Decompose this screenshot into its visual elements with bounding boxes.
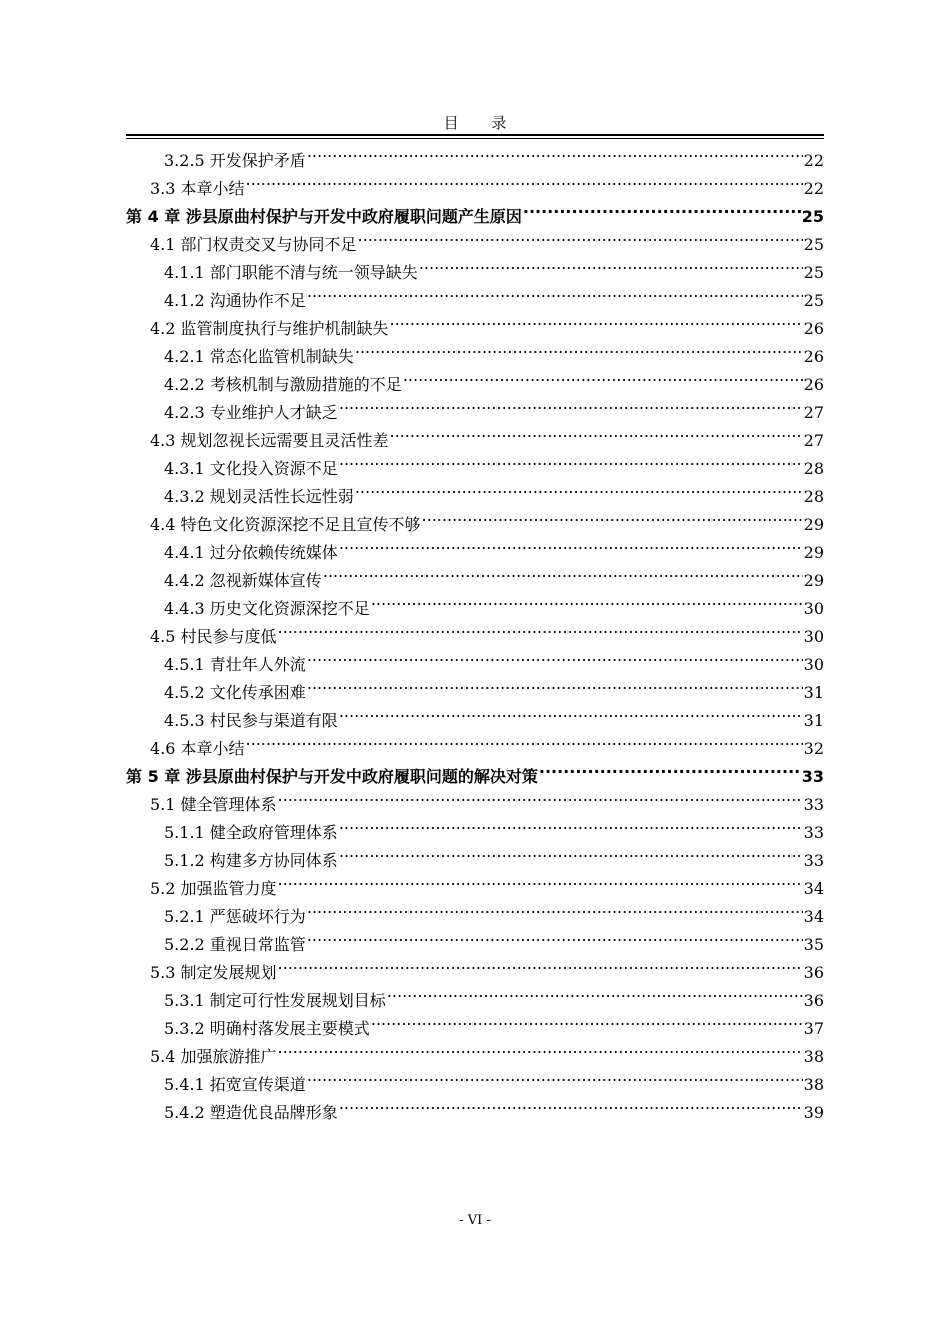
toc-entry-title: 5.1.1 健全政府管理体系 <box>164 823 338 842</box>
toc-entry-title: 5.4.2 塑造优良品牌形象 <box>164 1103 338 1122</box>
toc-dot-leader <box>358 222 803 250</box>
toc-entry-page: 36 <box>803 991 824 1010</box>
toc-entry-title: 5.2.1 严惩破坏行为 <box>164 907 306 926</box>
toc-entry-title: 4.5.2 文化传承困难 <box>164 683 306 702</box>
toc-dot-leader <box>307 642 803 670</box>
toc-entry-page: 27 <box>803 403 824 422</box>
toc-entry-title: 4.5.3 村民参与渠道有限 <box>164 711 338 730</box>
toc-dot-leader <box>339 698 803 726</box>
toc-entry-page: 31 <box>803 711 824 730</box>
toc-entry-title: 5.3 制定发展规划 <box>150 963 277 982</box>
toc-entry-page: 38 <box>803 1047 824 1066</box>
toc-dot-leader <box>371 586 803 614</box>
toc-entry-page: 33 <box>803 851 824 870</box>
toc-entry-title: 4.4.3 历史文化资源深挖不足 <box>164 599 370 618</box>
toc-dot-leader <box>539 754 801 782</box>
toc-entry-title: 4.5 村民参与度低 <box>150 627 277 646</box>
toc-entry-page: 22 <box>803 179 824 198</box>
toc-entry-title: 5.1 健全管理体系 <box>150 795 277 814</box>
toc-entry-page: 31 <box>803 683 824 702</box>
toc-entry-title: 4.2.1 常态化监管机制缺失 <box>164 347 354 366</box>
toc-entry-title: 4.1.1 部门职能不清与统一领导缺失 <box>164 263 418 282</box>
toc-dot-leader <box>246 726 803 754</box>
toc-dot-leader <box>339 1090 803 1118</box>
toc-entry-title: 3.2.5 开发保护矛盾 <box>164 151 306 170</box>
toc-dot-leader <box>278 782 803 810</box>
toc-entry-title: 4.4.1 过分依赖传统媒体 <box>164 543 338 562</box>
toc-dot-leader <box>371 1006 803 1034</box>
toc-entry-title: 第 4 章 涉县原曲村保护与开发中政府履职问题产生原因 <box>126 207 522 226</box>
toc-entry-title: 5.4 加强旅游推广 <box>150 1047 277 1066</box>
toc-dot-leader <box>339 390 803 418</box>
page-header-title: 目 录 <box>443 114 521 132</box>
toc-entry-title: 4.3 规划忽视长远需要且灵活性差 <box>150 431 389 450</box>
toc-dot-leader <box>339 446 803 474</box>
toc-entry-page: 25 <box>803 235 824 254</box>
toc-entry-page: 33 <box>801 767 824 786</box>
toc-entry-title: 5.3.1 制定可行性发展规划目标 <box>164 991 386 1010</box>
toc-entry-title: 5.4.1 拓宽宣传渠道 <box>164 1075 306 1094</box>
toc-entry-page: 27 <box>803 431 824 450</box>
toc-entry-title: 3.3 本章小结 <box>150 179 245 198</box>
toc-dot-leader <box>278 950 803 978</box>
toc-dot-leader <box>390 418 803 446</box>
toc-entry-title: 4.4.2 忽视新媒体宣传 <box>164 571 322 590</box>
toc-entry-page: 26 <box>803 375 824 394</box>
toc-entry-page: 29 <box>803 543 824 562</box>
toc-dot-leader <box>278 1034 803 1062</box>
toc-entry-page: 34 <box>803 879 824 898</box>
toc-entry-page: 25 <box>803 263 824 282</box>
toc-entry-title: 4.3.2 规划灵活性长远性弱 <box>164 487 354 506</box>
toc-subsection-entry[interactable] <box>126 138 824 170</box>
toc-entry-page: 32 <box>803 739 824 758</box>
toc-entry-page: 30 <box>803 599 824 618</box>
toc-dot-leader <box>307 138 803 166</box>
toc-dot-leader <box>246 166 803 194</box>
toc-entry-title: 4.1 部门权责交叉与协同不足 <box>150 235 357 254</box>
toc-dot-leader <box>278 866 803 894</box>
toc-entry-page: 34 <box>803 907 824 926</box>
toc-dot-leader <box>323 558 803 586</box>
toc-entry-page: 30 <box>803 627 824 646</box>
toc-dot-leader <box>339 810 803 838</box>
toc-entry-title: 5.2.2 重视日常监管 <box>164 935 306 954</box>
toc-entry-title: 4.4 特色文化资源深挖不足且宣传不够 <box>150 515 421 534</box>
toc-dot-leader <box>307 278 803 306</box>
header-rule-thick <box>126 134 824 136</box>
toc-entry-title: 5.1.2 构建多方协同体系 <box>164 851 338 870</box>
toc-entry-page: 26 <box>803 319 824 338</box>
page-number: - VI - <box>459 1213 491 1228</box>
toc-entry-page: 25 <box>803 291 824 310</box>
toc-dot-leader <box>403 362 803 390</box>
toc-entry-page: 38 <box>803 1075 824 1094</box>
toc-entry-page: 22 <box>803 151 824 170</box>
toc-entry-title: 4.2.2 考核机制与激励措施的不足 <box>164 375 402 394</box>
toc-dot-leader <box>339 838 803 866</box>
toc-dot-leader <box>523 194 801 222</box>
toc-dot-leader <box>387 978 803 1006</box>
toc-dot-leader <box>390 306 803 334</box>
toc-entry-page: 29 <box>803 571 824 590</box>
toc-entry-page: 29 <box>803 515 824 534</box>
toc-entry-page: 25 <box>801 207 824 226</box>
toc-entry-title: 5.2 加强监管力度 <box>150 879 277 898</box>
toc-entry-title: 5.3.2 明确村落发展主要模式 <box>164 1019 370 1038</box>
toc-entry-title: 4.6 本章小结 <box>150 739 245 758</box>
toc-entry-page: 35 <box>803 935 824 954</box>
toc-dot-leader <box>419 250 803 278</box>
toc-entry-page: 28 <box>803 459 824 478</box>
toc-entry-title: 4.1.2 沟通协作不足 <box>164 291 306 310</box>
toc-entry-title: 4.2.3 专业维护人才缺乏 <box>164 403 338 422</box>
table-of-contents <box>126 138 824 1122</box>
toc-dot-leader <box>278 614 803 642</box>
toc-entry-page: 39 <box>803 1103 824 1122</box>
toc-entry-title: 4.3.1 文化投入资源不足 <box>164 459 338 478</box>
toc-entry-page: 33 <box>803 823 824 842</box>
toc-entry-title: 4.2 监管制度执行与维护机制缺失 <box>150 319 389 338</box>
toc-entry-page: 26 <box>803 347 824 366</box>
toc-dot-leader <box>307 922 803 950</box>
toc-entry-page: 33 <box>803 795 824 814</box>
toc-dot-leader <box>422 502 803 530</box>
toc-dot-leader <box>307 670 803 698</box>
toc-entry-page: 28 <box>803 487 824 506</box>
toc-dot-leader <box>355 474 803 502</box>
toc-entry-page: 30 <box>803 655 824 674</box>
toc-entry-page: 36 <box>803 963 824 982</box>
toc-entry-title: 第 5 章 涉县原曲村保护与开发中政府履职问题的解决对策 <box>126 767 538 786</box>
toc-dot-leader <box>307 894 803 922</box>
toc-dot-leader <box>307 1062 803 1090</box>
toc-entry-page: 37 <box>803 1019 824 1038</box>
toc-entry-title: 4.5.1 青壮年人外流 <box>164 655 306 674</box>
toc-dot-leader <box>355 334 803 362</box>
toc-dot-leader <box>339 530 803 558</box>
